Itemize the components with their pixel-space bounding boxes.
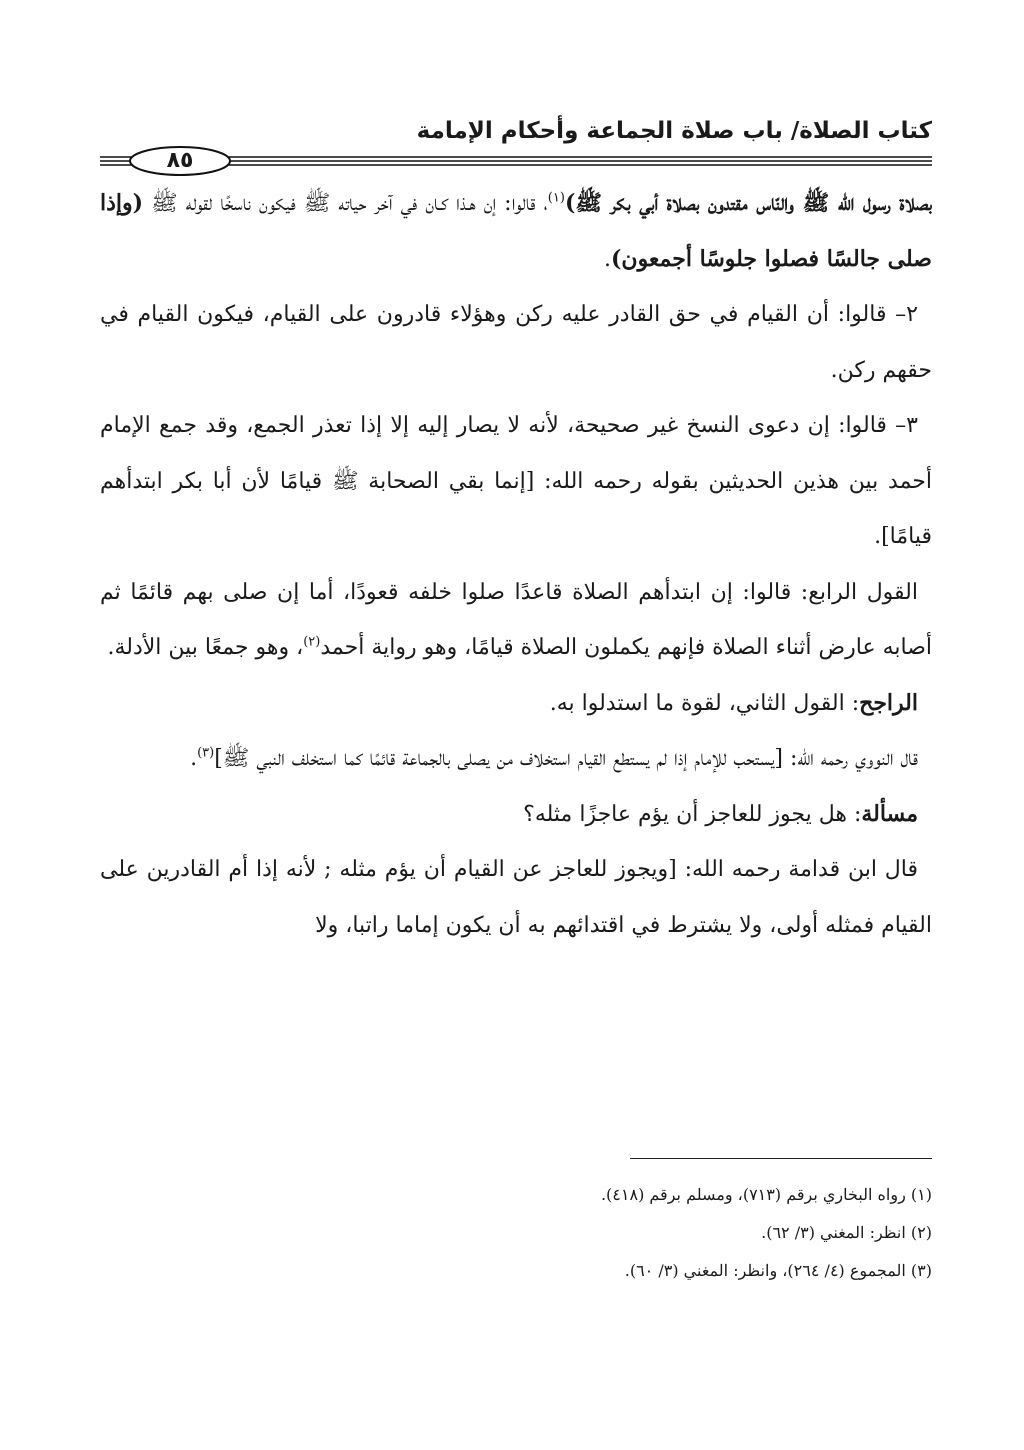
preferred-text: : القول الثاني، لقوة ما استدلوا به. [549,690,860,716]
footnote-3: (٣) المجموع (٤/ ٢٦٤)، وانظر: المغني (٣/ ٦٠). [624,1261,932,1280]
paragraph-4-end: ، وهو جمعًا بين الأدلة. [107,635,304,660]
question-text: : هل يجوز للعاجز أن يؤم عاجزًا مثله؟ [523,801,862,827]
footnote-separator [630,1158,932,1159]
running-title: كتاب الصلاة/ باب صلاة الجماعة وأحكام الإمامة [416,118,932,144]
preferred-label: الراجح [859,689,918,716]
footnote-2: (٢) انظر: المغني (٣/ ٦٢). [761,1223,932,1242]
question-label: مسألة [861,800,918,827]
hadith-quote: بصلاة رسول الله ﷺ والنّاس مقتدون بصلاة أبي بكر ﷺ) [564,190,932,216]
footnote-ref-3: (٣) [197,745,215,761]
paragraph-8: قال ابن قدامة رحمه الله: [ويجوز للعاجز عن القيام أن يؤم مثله ; لأنه إذا أم القادرين على القيام فمثله أولى، ولا يشترط في اقتدائهم به أن يكون إماما راتبا، ولا [100,857,932,938]
paragraph-7 [100,787,932,843]
main-text [100,176,932,953]
paragraph-1 [100,176,932,287]
footnote-1: (١) رواه البخاري برقم (٧١٣)، ومسلم برقم (٤١٨). [600,1185,932,1204]
header-rule [100,146,932,176]
paragraph-1-end: . [604,246,611,272]
paragraph-6-text: قال النووي رحمه الله: [يستحب للإمام إذا لم يستطع القيام استخلاف من يصلى بالجماعة قائمًا كما استخلف النبي ﷺ] [214,746,918,771]
paragraph-4 [100,565,932,676]
paragraph-3: ٣– قالوا: إن دعوى النسخ غير صحيحة، لأنه لا يصار إليه إلا إذا تعذر الجمع، وقد جمع الإمام أحمد بين هذين الحديثين بقوله رحمه الله: [إنما بقي الصحابة ﷺ قيامًا لأن أبا بكر ابتدأهم قيامًا]. [100,413,932,549]
footnotes [100,1176,932,1290]
paragraph-6 [100,731,932,787]
page-number: ٨٥ [166,148,194,173]
paragraph-5 [100,676,932,732]
paragraph-6-end: . [190,746,198,771]
footnote-ref-2: (٢) [303,634,321,650]
paragraph-4-text: القول الرابع: قالوا: إن ابتدأهم الصلاة قاعدًا صلوا خلفه قعودًا، أما إن صلى بهم قائمًا ثم أصابه عارض أثناء الصلاة فإنهم يكملون الصلاة قيامًا، وهو رواية أحمد [100,579,932,660]
paragraph-1-text: ، قالوا: إن هـذا كـان في آخر حياته ﷺ فيكون ناسخًا لقوله ﷺ [143,191,548,216]
footnote-ref-1: (١) [547,190,565,206]
paragraph-2: ٢– قالوا: أن القيام في حق القادر عليه ركن وهؤلاء قادرون على القيام، فيكون القيام في حقهم ركن. [100,302,932,383]
hadith-quote-2: (وإذا صلى جالسًا فصلوا جلوسًا أجمعون) [100,190,932,272]
